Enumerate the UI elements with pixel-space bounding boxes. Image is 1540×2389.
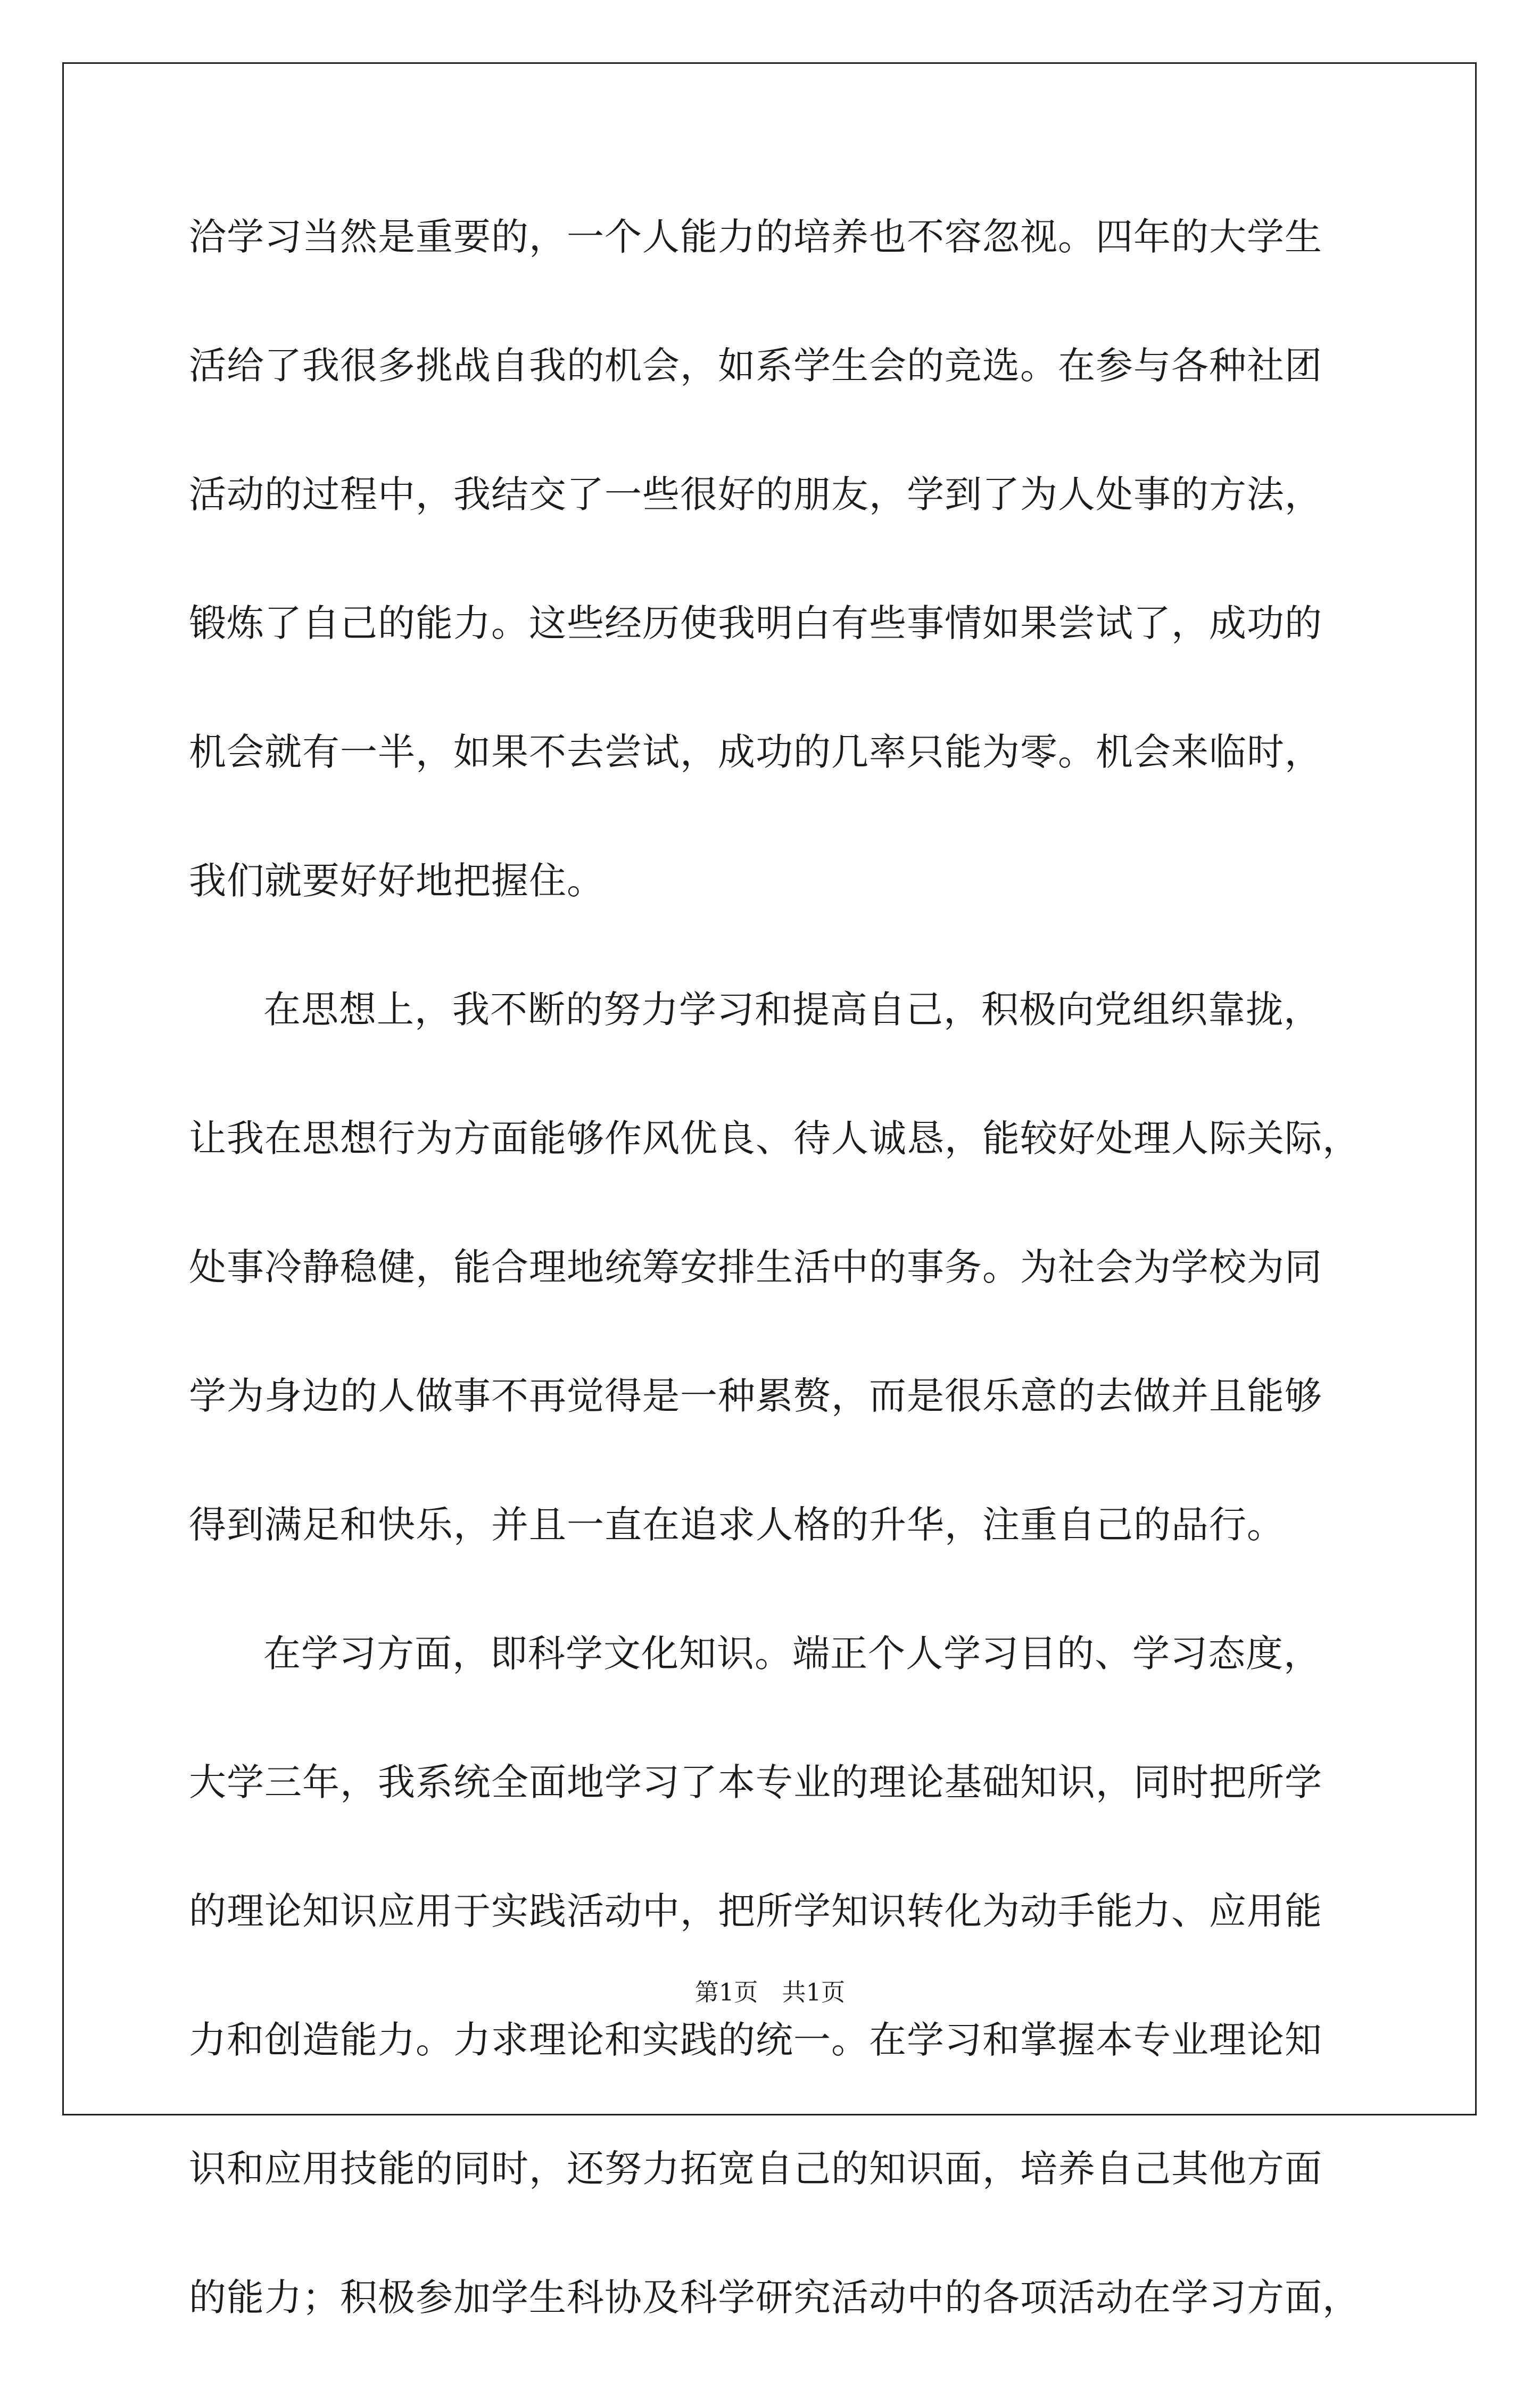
page-footer (0, 1977, 1540, 2008)
text-line: 在学习方面，即科学文化知识。端正个人学习目的、学习态度， (263, 1632, 1321, 1675)
text-line: 洽学习当然是重要的，一个人能力的培养也不容忽视。四年的大学生 (189, 215, 1322, 259)
text-line: 大学三年，我系统全面地学习了本专业的理论基础知识，同时把所学 (189, 1760, 1322, 1804)
text-line: 的能力；积极参加学生科协及科学研究活动中的各项活动在学习方面， (189, 2276, 1360, 2319)
text-line: 锻炼了自己的能力。这些经历使我明白有些事情如果尝试了，成功的 (189, 601, 1322, 645)
text-line: 在思想上，我不断的努力学习和提高自己，积极向党组织靠拢， (263, 988, 1321, 1031)
text-line: 处事冷静稳健，能合理地统筹安排生活中的事务。为社会为学校为同 (189, 1245, 1322, 1289)
text-line: 机会就有一半，如果不去尝试，成功的几率只能为零。机会来临时， (189, 730, 1322, 774)
text-line: 得到满足和快乐，并且一直在追求人格的升华，注重自己的品行。 (189, 1503, 1285, 1547)
page-number: 第1页 (694, 1978, 758, 2006)
text-line: 学为身边的人做事不再觉得是一种累赘，而是很乐意的去做并且能够 (189, 1374, 1322, 1418)
text-line: 活给了我很多挑战自我的机会，如系学生会的竞选。在参与各种社团 (189, 344, 1322, 387)
text-line: 活动的过程中，我结交了一些很好的朋友，学到了为人处事的方法， (189, 473, 1322, 516)
text-line: 识和应用技能的同时，还努力拓宽自己的知识面，培养自己其他方面 (189, 2147, 1322, 2190)
page-total: 共1页 (782, 1978, 846, 2006)
text-line: 我们就要好好地把握住。 (189, 859, 605, 903)
text-line: 的理论知识应用于实践活动中，把所学知识转化为动手能力、应用能 (189, 1889, 1322, 1933)
text-line: 力和创造能力。力求理论和实践的统一。在学习和掌握本专业理论知 (189, 2018, 1322, 2062)
text-line: 让我在思想行为方面能够作风优良、待人诚恳，能较好处理人际关际， (189, 1117, 1360, 1160)
document-body (189, 200, 1360, 2389)
